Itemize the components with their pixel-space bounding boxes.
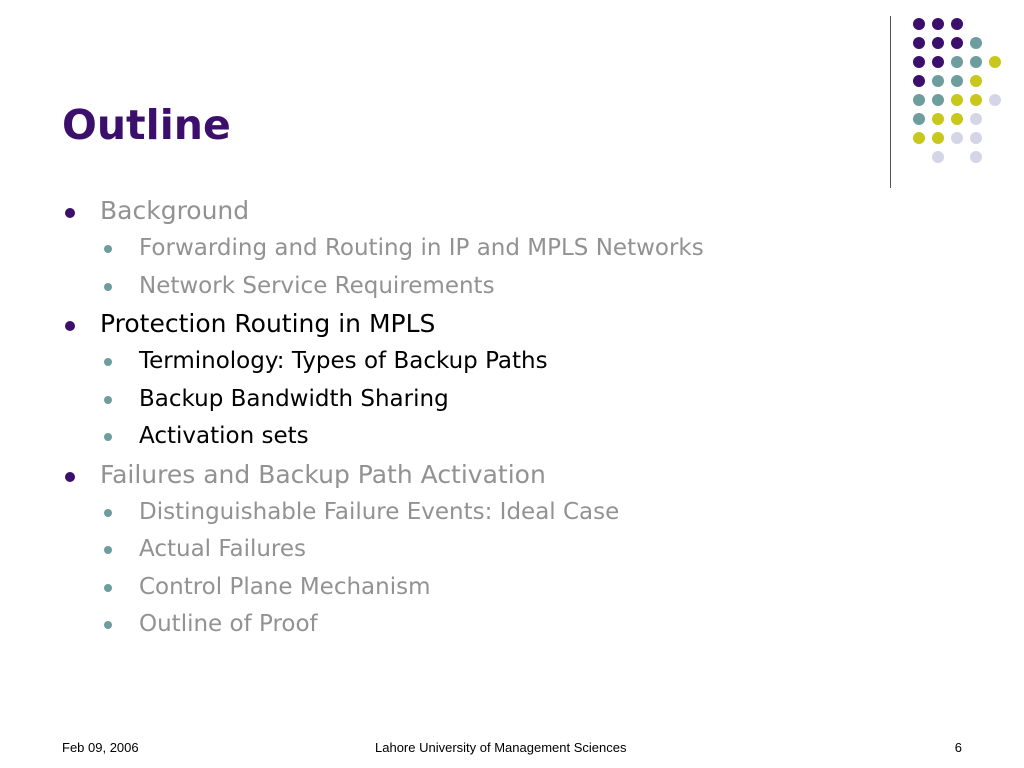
bullet-icon xyxy=(104,509,112,517)
outline-item-text: Background xyxy=(100,196,250,225)
outline-item-text: Terminology: Types of Backup Paths xyxy=(139,348,548,374)
decorative-dot xyxy=(913,113,925,125)
bullet-icon xyxy=(104,621,112,629)
outline-item-text: Forwarding and Routing in IP and MPLS Networks xyxy=(139,235,704,261)
outline-subitem xyxy=(62,531,862,569)
bullet-icon xyxy=(65,321,75,331)
decorative-dot xyxy=(951,18,963,30)
decorative-dot xyxy=(951,94,963,106)
decorative-dot xyxy=(970,56,982,68)
bullet-icon xyxy=(104,283,112,291)
decorative-dot xyxy=(951,75,963,87)
outline-subitem xyxy=(62,606,862,644)
decorative-dot xyxy=(913,18,925,30)
vertical-divider xyxy=(890,16,891,188)
decorative-dot xyxy=(932,94,944,106)
decorative-dot xyxy=(989,56,1001,68)
slide-title: Outline xyxy=(62,101,231,149)
outline-subitem xyxy=(62,343,862,381)
bullet-icon xyxy=(104,546,112,554)
decorative-dot xyxy=(970,151,982,163)
decorative-dot xyxy=(913,75,925,87)
decorative-dot xyxy=(913,94,925,106)
decorative-dot xyxy=(913,132,925,144)
bullet-icon xyxy=(104,396,112,404)
outline-subitem xyxy=(62,494,862,532)
outline-subitem xyxy=(62,418,862,456)
decorative-dot xyxy=(913,56,925,68)
outline-subitem xyxy=(62,381,862,419)
outline-subitem xyxy=(62,268,862,306)
decorative-dot xyxy=(989,94,1001,106)
bullet-icon xyxy=(104,584,112,592)
decorative-dot xyxy=(951,132,963,144)
decorative-dot xyxy=(970,37,982,49)
decorative-dot xyxy=(932,113,944,125)
outline-item-text: Activation sets xyxy=(139,423,309,449)
decorative-dot xyxy=(932,75,944,87)
footer-date: Feb 09, 2006 xyxy=(62,740,139,755)
decorative-dot xyxy=(932,56,944,68)
decorative-dot xyxy=(970,75,982,87)
decorative-dot-grid xyxy=(911,16,1006,168)
decorative-dot xyxy=(932,151,944,163)
outline-section-background xyxy=(62,192,862,230)
outline-list xyxy=(62,192,862,644)
decorative-dot xyxy=(970,132,982,144)
outline-section-protection-routing xyxy=(62,305,862,343)
outline-subitem xyxy=(62,569,862,607)
outline-item-text: Network Service Requirements xyxy=(139,272,495,299)
footer-page-number: 6 xyxy=(954,740,962,755)
outline-item-text: Protection Routing in MPLS xyxy=(100,309,436,338)
decorative-dot xyxy=(951,56,963,68)
outline-item-text: Failures and Backup Path Activation xyxy=(100,459,546,489)
outline-item-text: Backup Bandwidth Sharing xyxy=(139,385,449,412)
decorative-dot xyxy=(932,37,944,49)
decorative-dot xyxy=(970,113,982,125)
bullet-icon xyxy=(65,208,75,218)
bullet-icon xyxy=(104,433,112,441)
decorative-dot xyxy=(951,113,963,125)
outline-subitem xyxy=(62,230,862,268)
decorative-dot xyxy=(970,94,982,106)
outline-item-text: Distinguishable Failure Events: Ideal Case xyxy=(139,498,620,525)
outline-section-failures xyxy=(62,456,862,494)
outline-item-text: Actual Failures xyxy=(139,536,307,562)
outline-item-text: Control Plane Mechanism xyxy=(139,573,431,600)
decorative-dot xyxy=(932,132,944,144)
decorative-dot xyxy=(913,37,925,49)
decorative-dot xyxy=(951,37,963,49)
bullet-icon xyxy=(104,245,112,253)
bullet-icon xyxy=(65,472,75,482)
outline-item-text: Outline of Proof xyxy=(139,611,318,637)
footer-organization: Lahore University of Management Sciences xyxy=(375,740,627,755)
bullet-icon xyxy=(104,358,112,366)
decorative-dot xyxy=(932,18,944,30)
